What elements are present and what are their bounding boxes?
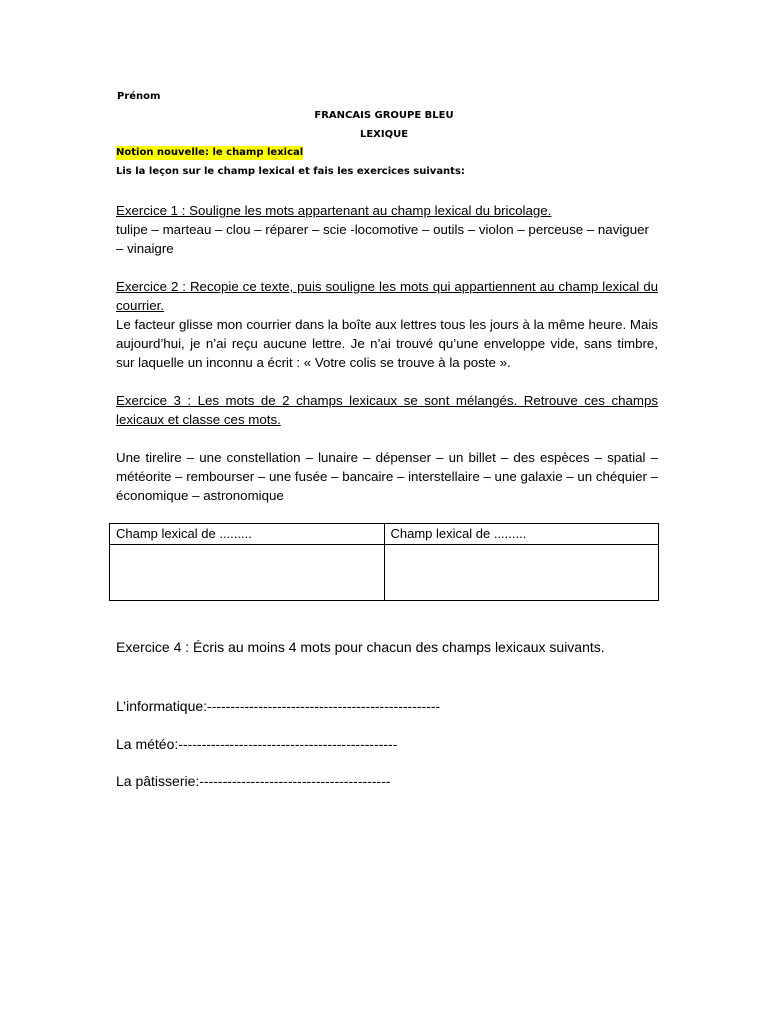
exercise-3-title: Exercice 3 : Les mots de 2 champs lexicaux se sont mélangés. Retrouve ces champs lexicaux et classe ces mots. [116, 393, 658, 427]
table-header-cell: Champ lexical de ......... [384, 524, 659, 545]
exercise-1-title: Exercice 1 : Souligne les mots appartenant au champ lexical du bricolage. [116, 203, 552, 218]
exercise-2 [116, 277, 658, 372]
table-header-cell: Champ lexical de ......... [110, 524, 385, 545]
table-header-row [110, 524, 659, 545]
exercise-2-text: Le facteur glisse mon courrier dans la boîte aux lettres tous les jours à la même heure. Mais aujourd’hui, je n’ai reçu aucune lettre. Je n’ai trouvé qu’une enveloppe vide, sans timbre, sur laquelle un inconnu a écrit : « Votre colis se trouve à la poste ». [116, 317, 658, 370]
exercise-1-words: tulipe – marteau – clou – réparer – scie -locomotive – outils – violon – perceuse – naviguer – vinaigre [116, 222, 649, 256]
exercise-1 [116, 201, 658, 258]
answer-line-meteo: La météo:----------------------------------------------- [116, 736, 398, 752]
table-answer-row [110, 545, 659, 601]
classification-table [109, 523, 659, 601]
answer-line-patisserie: La pâtisserie:----------------------------------------- [116, 773, 391, 789]
answer-line-informatique: L’informatique:-------------------------------------------------- [116, 698, 441, 714]
instruction-text: Lis la leçon sur le champ lexical et fais les exercices suivants: [116, 166, 465, 177]
exercise-3-word-list [116, 448, 658, 505]
exercise-3-words: Une tirelire – une constellation – lunaire – dépenser – un billet – des espèces – spatial – météorite – rembourser – une fusée – bancaire – interstellaire – une galaxie – un chéquier – économique – astronomique [116, 450, 658, 503]
worksheet-subtitle: LEXIQUE [359, 129, 409, 140]
exercise-3 [116, 391, 658, 429]
answer-cell-left[interactable] [110, 545, 385, 601]
first-name-label: Prénom [117, 91, 161, 102]
notion-highlight: Notion nouvelle: le champ lexical [116, 147, 304, 158]
exercise-4-title: Exercice 4 : Écris au moins 4 mots pour chacun des champs lexicaux suivants. [116, 639, 605, 655]
answer-cell-right[interactable] [384, 545, 659, 601]
exercise-2-title: Exercice 2 : Recopie ce texte, puis souligne les mots qui appartiennent au champ lexical du courrier. [116, 279, 658, 313]
worksheet-title: FRANCAIS GROUPE BLEU [314, 110, 454, 121]
